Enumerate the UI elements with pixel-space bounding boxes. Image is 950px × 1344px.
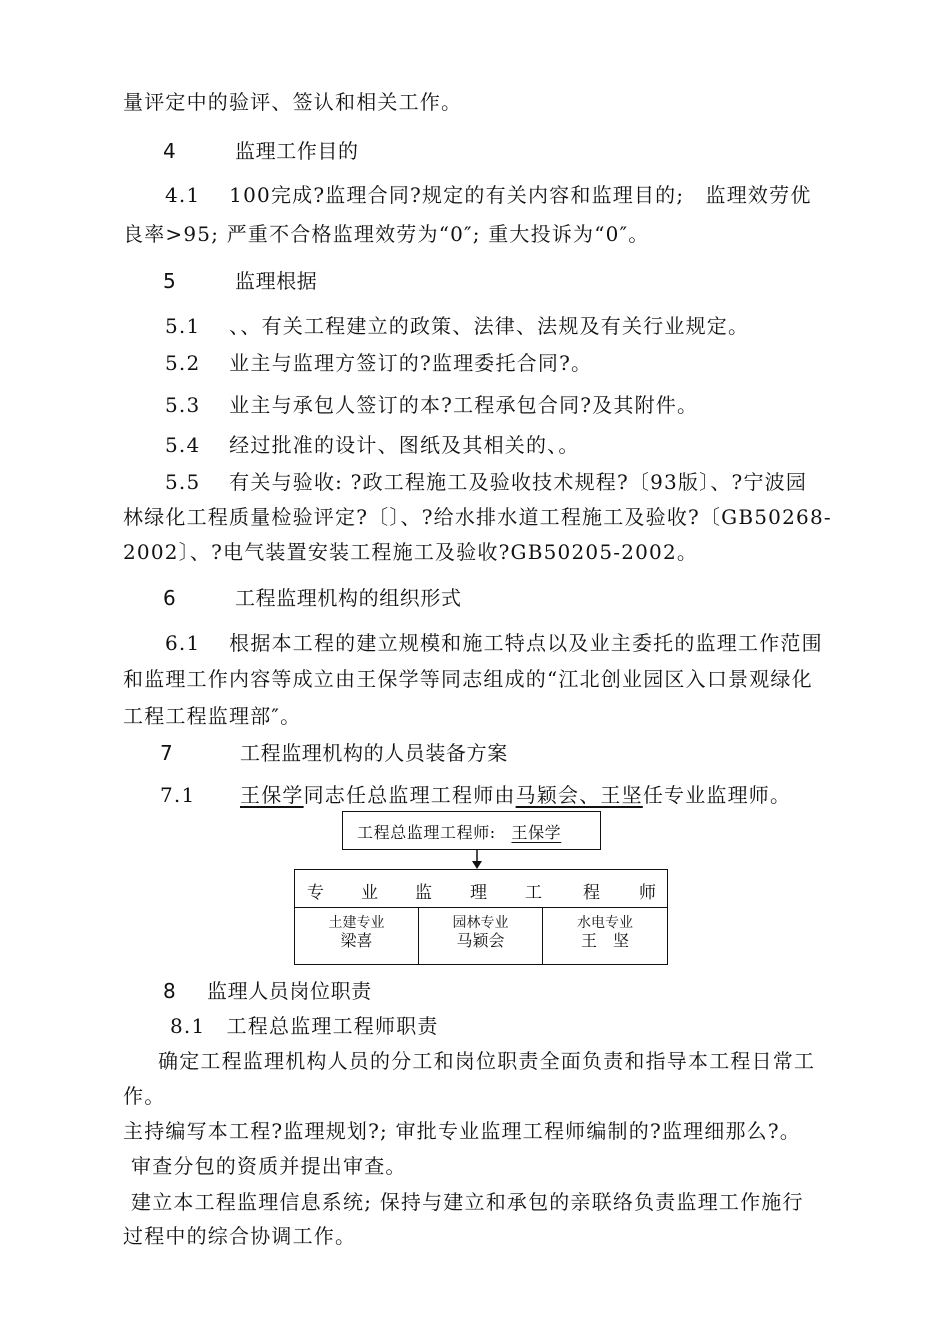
chief-name-underlined: 王保学 — [240, 783, 304, 807]
dept-header-char: 监 — [415, 883, 432, 903]
section-5-title: 监理根据 — [235, 269, 318, 293]
member-cell — [419, 907, 543, 964]
para-8-1-line4: 审查分包的资质并提出审查。 — [131, 1154, 407, 1178]
org-chart-chief-box — [342, 811, 601, 850]
para-4-1-line2: 良率>95; 严重不合格监理效劳为“0″; 重大投诉为“0″。 — [123, 222, 650, 246]
para-7-1-text — [240, 782, 791, 808]
section-4-title: 监理工作目的 — [235, 139, 359, 163]
member-name: 马颖会 — [456, 931, 505, 950]
section-6-title: 工程监理机构的组织形式 — [235, 586, 462, 610]
para-5-1: 5.1 、、有关工程建立的政策、法律、法规及有关行业规定。 — [165, 314, 750, 338]
dept-header-char: 程 — [583, 883, 600, 903]
section-7-number: 7 — [160, 741, 174, 765]
member-specialty: 水电专业 — [577, 915, 633, 931]
section-6-number: 6 — [163, 586, 177, 610]
member-specialty: 园林专业 — [452, 915, 509, 931]
member-name: 梁喜 — [340, 931, 373, 950]
dept-members-row — [295, 907, 667, 964]
para-6-1-line3: 工程工程监理部″。 — [123, 704, 302, 728]
chief-title-label: 工程总监理工程师: — [357, 823, 496, 842]
para-6-1-line1: 6.1 根据本工程的建立规模和施工特点以及业主委托的监理工作范围 — [165, 631, 823, 655]
member-name: 王 坚 — [580, 931, 629, 950]
para-6-1-line2: 和监理工作内容等成立由王保学等同志组成的“江北创业园区入口景观绿化 — [123, 667, 813, 691]
para-7-1-number: 7.1 — [160, 783, 196, 807]
dept-header-row — [295, 870, 667, 908]
text-line: 量评定中的验评、签认和相关工作。 — [123, 90, 463, 114]
para-5-2: 5.2 业主与监理方签订的?监理委托合同?。 — [165, 351, 593, 375]
para-8-1-line5: 建立本工程监理信息系统; 保持与建立和承包的亲联络负责监理工作施行 — [131, 1190, 804, 1214]
para-8-1-line2: 作。 — [123, 1084, 166, 1108]
para-5-4: 5.4 经过批准的设计、图纸及其相关的、。 — [165, 433, 580, 457]
chief-label — [357, 820, 561, 843]
section-4-number: 4 — [163, 139, 177, 163]
org-chart-dept-box — [294, 869, 668, 965]
para-7-1-text-a: 同志任总监理工程师由 — [303, 783, 516, 807]
dept-header-char: 业 — [361, 883, 378, 903]
dept-header-char: 专 — [307, 883, 324, 903]
chief-name: 王保学 — [511, 823, 562, 842]
section-8-number: 8 — [163, 979, 177, 1003]
section-5-number: 5 — [163, 269, 177, 293]
para-8-1-line3: 主持编写本工程?监理规划?; 审批专业监理工程师编制的?监理细那么?。 — [123, 1119, 801, 1143]
para-4-1-line1: 4.1 100完成?监理合同?规定的有关内容和监理目的; 监理效劳优 — [165, 183, 812, 207]
member-cell — [295, 907, 419, 964]
para-5-5-line1: 5.5 有关与验收: ?政工程施工及验收技术规程?〔93版〕、?宁波园 — [165, 470, 808, 494]
section-8-title: 监理人员岗位职责 — [207, 979, 372, 1003]
member-specialty: 土建专业 — [328, 915, 385, 931]
para-5-5-line3: 2002〕、?电气装置安装工程施工及验收?GB50205-2002。 — [123, 540, 699, 564]
member-cell — [543, 907, 667, 964]
dept-header-char: 师 — [639, 883, 656, 903]
section-7-title: 工程监理机构的人员装备方案 — [240, 741, 508, 765]
dept-header-char: 工 — [525, 883, 542, 903]
org-chart-arrow — [470, 850, 484, 870]
para-8-1-line1: 确定工程监理机构人员的分工和岗位职责全面负责和指导本工程日常工 — [158, 1049, 816, 1073]
specialist-names-underlined: 马颖会、王坚 — [515, 783, 643, 807]
dept-header-char: 理 — [470, 883, 487, 903]
para-8-1-heading: 8.1 工程总监理工程师职责 — [170, 1014, 439, 1038]
para-5-5-line2: 林绿化工程质量检验评定?〔〕、?给水排水道工程施工及验收?〔GB50268- — [123, 505, 832, 529]
para-5-3: 5.3 业主与承包人签订的本?工程承包合同?及其附件。 — [165, 393, 699, 417]
para-7-1-text-b: 任专业监理师。 — [642, 783, 792, 807]
para-8-1-line6: 过程中的综合协调工作。 — [123, 1224, 357, 1248]
